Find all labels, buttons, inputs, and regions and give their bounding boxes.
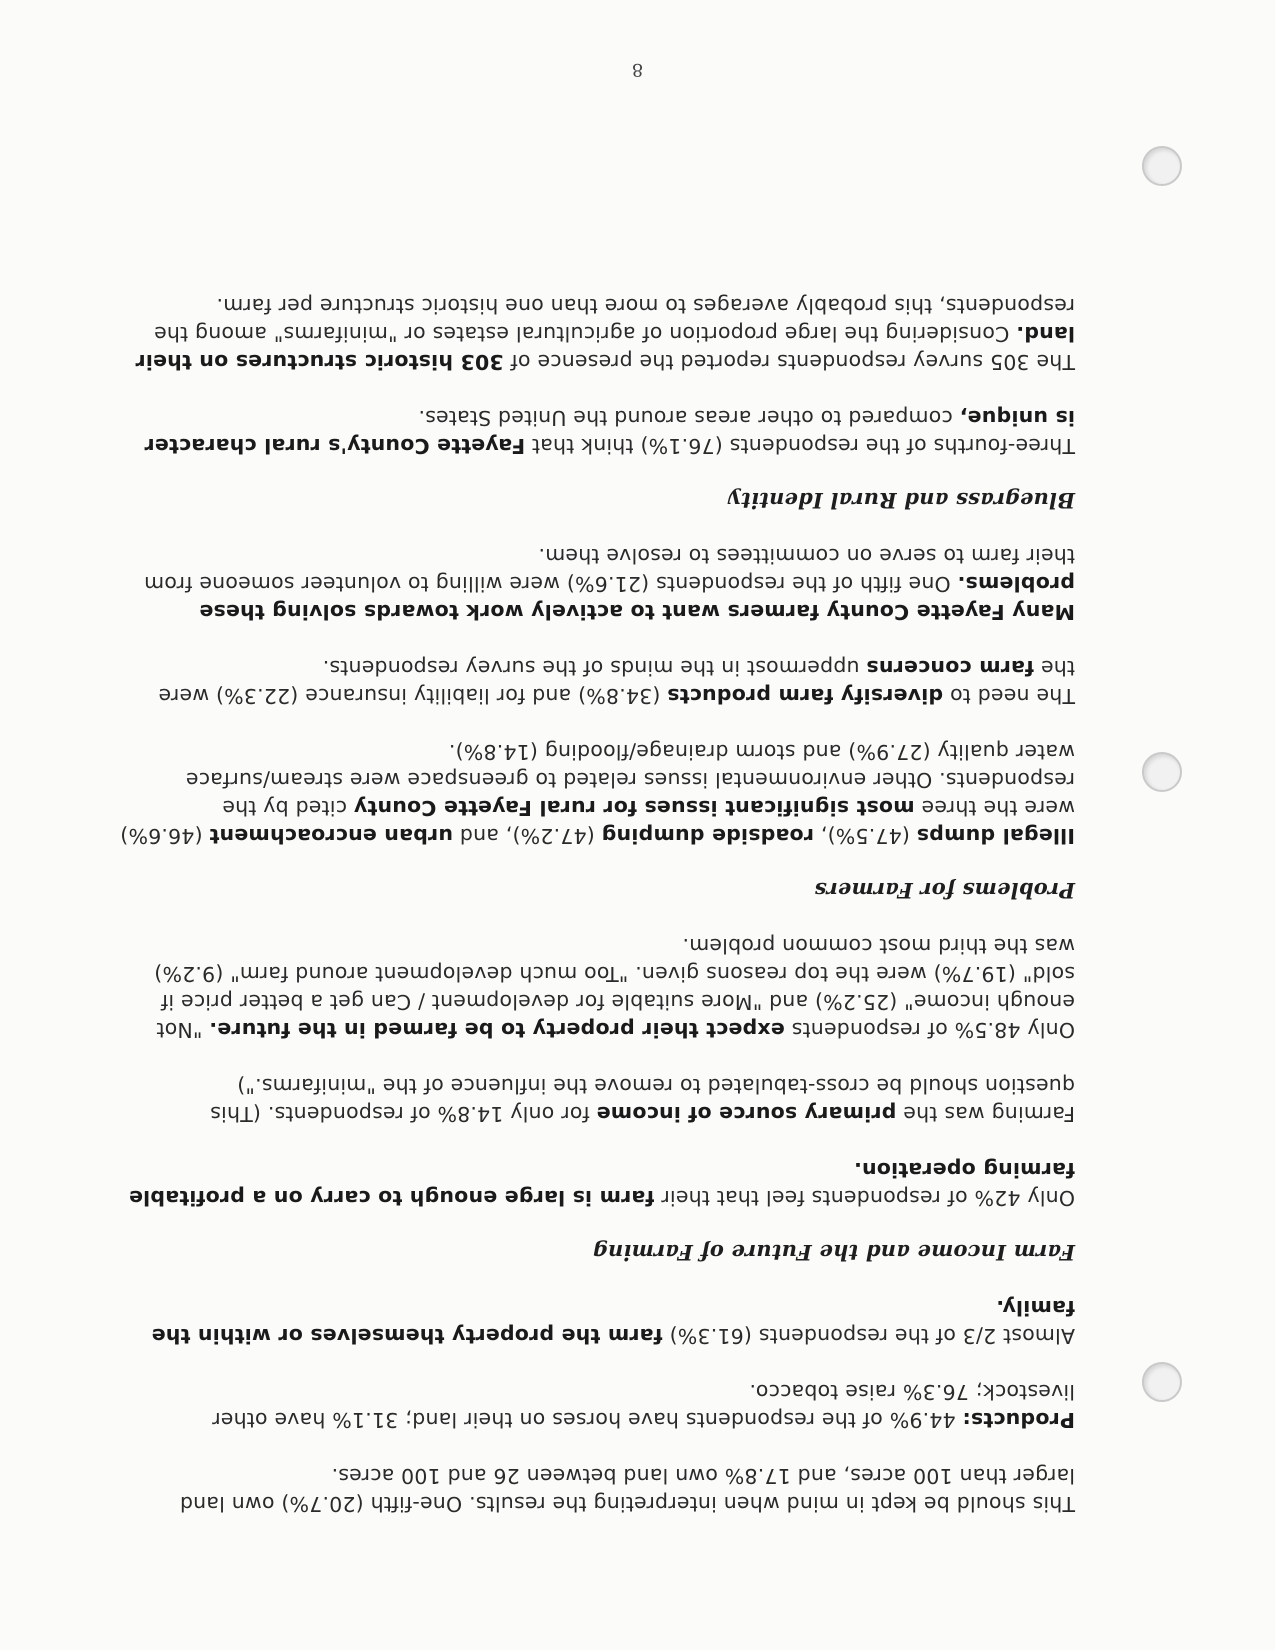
text-run: "Not enough income" (25.2%) and "More suitable for development / Can get a better price if sold" (19.7%) were the top reasons given. "Too much development around farm" (9.2%) was the third most common problem. [154, 934, 1075, 1042]
text-run: Farming was the [896, 1102, 1075, 1126]
text-run: Considering the large proportion of agricultural estates or "minifarms" among the respondents, this probably averages to more than one historic structure per farm. [153, 294, 1075, 346]
bold-phrase: farm the property themselves or within the family. [151, 1296, 1075, 1348]
bold-phrase: diversify farm products [667, 684, 944, 708]
text-run: Only 48.5% of respondents [784, 1018, 1075, 1042]
paragraph [120, 1378, 1075, 1434]
text-run: (47.2%), and [452, 824, 602, 848]
text-run: compared to other areas around the United States. [418, 406, 960, 430]
text-run: uppermost in the minds of the survey respondents. [322, 656, 867, 680]
paragraph [120, 1294, 1075, 1350]
bold-phrase: most significant issues for rural Fayette County [353, 796, 915, 820]
paragraph [120, 932, 1075, 1044]
bold-phrase: expect their property to be farmed in the future. [209, 1018, 785, 1042]
paragraph [120, 542, 1075, 626]
bold-phrase: Illegal dumps [916, 824, 1075, 848]
bold-phrase: Fayette County's rural character is unique, [144, 406, 1075, 458]
text-run: Three-fourths of the respondents (76.1%) think that [525, 434, 1075, 458]
binder-hole-top [1142, 146, 1182, 186]
text-run: (47.5%), [813, 824, 917, 848]
text-run: (46.6%) were the three [120, 796, 1075, 848]
bold-phrase: farm is large enough to carry on a profitable farming operation. [128, 1158, 1075, 1210]
bold-phrase: roadside dumping [601, 824, 814, 848]
section-heading: Bluegrass and Rural Identity [728, 488, 1075, 513]
bold-phrase: urban encroachment [209, 824, 453, 848]
text-run: This should be kept in mind when interpreting the results. One-fifth (20.7%) own land larger than 100 acres, and 17.8% own land between 26 and 100 acres. [179, 1464, 1075, 1516]
binder-hole-bottom [1142, 1362, 1182, 1402]
section-heading: Farm Income and the Future of Farming [592, 1240, 1075, 1265]
bold-phrase: Products: [962, 1408, 1075, 1432]
text-run: (34.8%) and for liability insurance (22.3%) were the [158, 656, 1075, 708]
paragraph [120, 738, 1075, 850]
text-run: The need to [943, 684, 1075, 708]
section-heading: Problems for Farmers [814, 878, 1075, 903]
paragraph [120, 404, 1075, 460]
text-run: One fifth of the respondents (21.6%) were willing to volunteer someone from their farm to serve on committees to resolve them. [143, 544, 1075, 596]
paragraph [120, 292, 1075, 376]
text-run: Almost 2/3 of the respondents (61.3%) [662, 1324, 1075, 1348]
bold-phrase: Many Fayette County farmers want to actively work towards solving these problems. [199, 572, 1075, 624]
page-number: 8 [631, 59, 644, 80]
page-body [120, 264, 1075, 1518]
bold-phrase: farm concerns [866, 656, 1035, 680]
text-run: The 305 survey respondents reported the presence of [503, 350, 1075, 374]
paragraph [120, 1462, 1075, 1518]
text-run: Only 42% of respondents feel that their [654, 1186, 1075, 1210]
text-run: 44.9% of the respondents have horses on their land; 31.1% have other livestock; 76.3% raise tobacco. [211, 1380, 1075, 1432]
binder-hole-middle [1142, 752, 1182, 792]
bold-phrase: 303 historic structures on their land. [135, 322, 1075, 374]
text-run: for only 14.8% of respondents. (This question should be cross-tabulated to remove the influence of the "minifarms.") [210, 1074, 1075, 1126]
paragraph [120, 1156, 1075, 1212]
bold-phrase: primary source of income [596, 1102, 897, 1126]
paragraph [120, 654, 1075, 710]
text-run: cited by the respondents. Other environmental issues related to greenspace were stream/surface water quality (27.9%) and storm drainage/flooding (14.8%). [185, 740, 1075, 820]
paragraph [120, 1072, 1075, 1128]
